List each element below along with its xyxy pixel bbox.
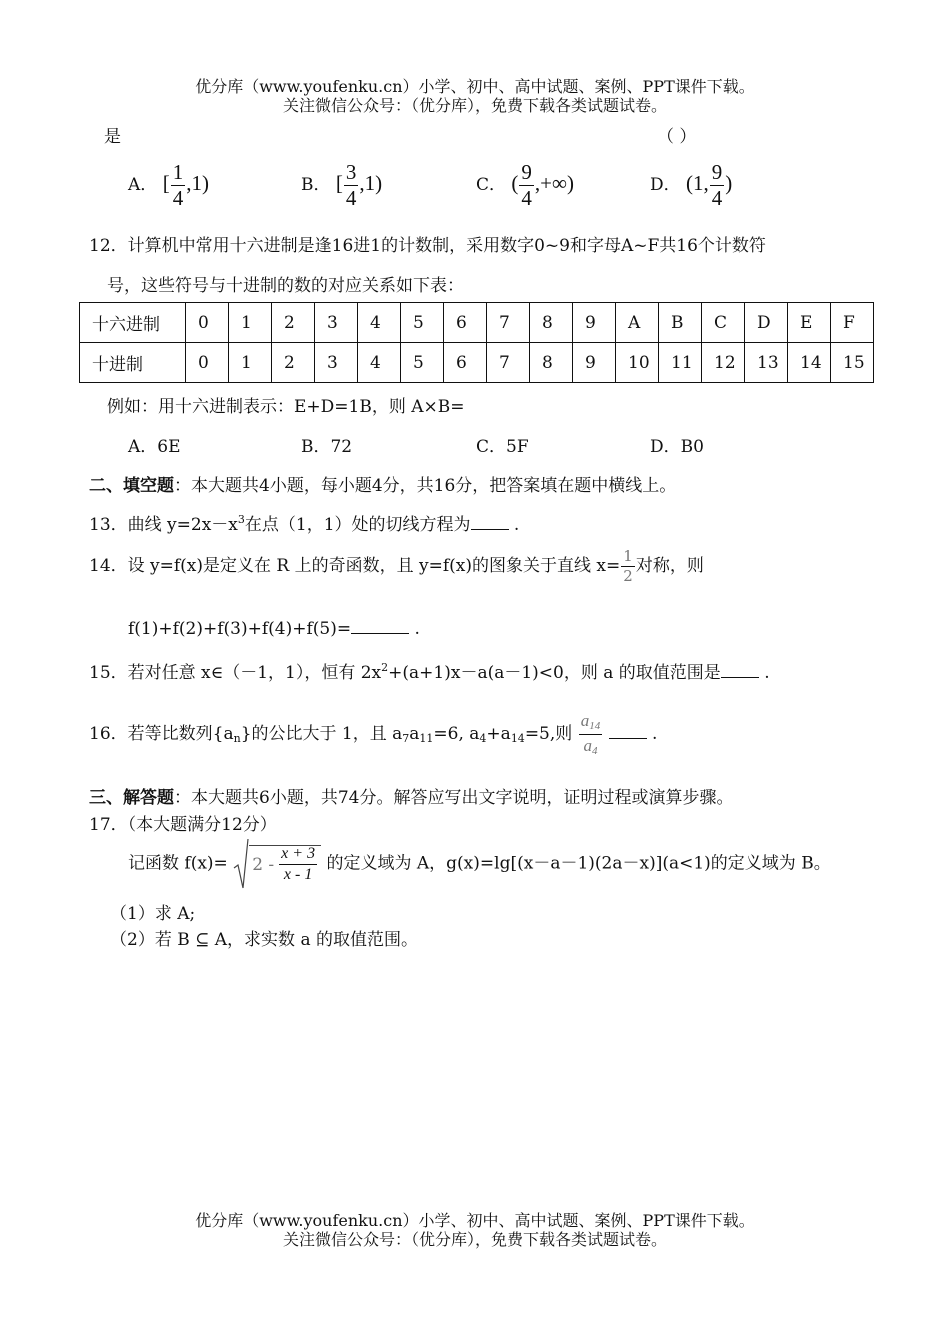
table-cell: 10 bbox=[616, 343, 659, 383]
table-cell: 3 bbox=[315, 343, 358, 383]
q15: 15．若对任意 x∈（－1，1），恒有 $2x^2+(a+1)x-a(a-1)<0$，则 a 的取值范围是 . bbox=[89, 661, 770, 683]
q12-line-2: 号，这些符号与十进制的数的对应关系如下表： bbox=[107, 276, 464, 296]
q12-option-d: D．B0 bbox=[650, 437, 704, 457]
table-cell: 8 bbox=[530, 343, 573, 383]
table-cell: 7 bbox=[487, 303, 530, 343]
header-line-1: 优分库（www.youfenku.cn）小学、初中、高中试题、案例、PPT课件下载。 bbox=[195, 77, 755, 96]
table-cell: 1 bbox=[229, 343, 272, 383]
q11-option-c: C． ( $\frac{9}{4}$ ,+∞) bbox=[476, 160, 574, 210]
fraction-a14-over-a4: $\frac{a_{14}}{a_4}$ bbox=[580, 711, 601, 757]
table-cell: 12 bbox=[702, 343, 745, 383]
q11-tail: 是 bbox=[104, 127, 121, 147]
answer-blank bbox=[351, 619, 409, 634]
table-cell: 6 bbox=[444, 303, 487, 343]
footer-line-1: 优分库（www.youfenku.cn）小学、初中、高中试题、案例、PPT课件下载。 bbox=[195, 1211, 755, 1230]
table-row bbox=[80, 303, 874, 343]
q11-option-b: B． [ $\frac{3}{4}$ ,1) bbox=[301, 160, 383, 210]
table-cell: A bbox=[616, 303, 659, 343]
table-header-cell: 十六进制 bbox=[80, 303, 186, 343]
q13: 13．曲线 $y=2x-x^3$在点（1，1）处的切线方程为 . bbox=[89, 513, 520, 535]
radical-sign-icon bbox=[233, 838, 249, 890]
answer-blank bbox=[609, 724, 647, 739]
square-root-expression: 2 - $\frac{x + 3}{x - 1}$ bbox=[233, 838, 321, 890]
table-cell: F bbox=[831, 303, 874, 343]
table-row bbox=[80, 343, 874, 383]
table-cell: 9 bbox=[573, 343, 616, 383]
table-cell: 2 bbox=[272, 303, 315, 343]
footer-line-2: 关注微信公众号：（优分库），免费下载各类试题试卷。 bbox=[282, 1230, 667, 1249]
table-cell: C bbox=[702, 303, 745, 343]
header-line-2: 关注微信公众号：（优分库），免费下载各类试题试卷。 bbox=[282, 96, 667, 115]
table-cell: 0 bbox=[186, 343, 229, 383]
table-cell: E bbox=[788, 303, 831, 343]
table-cell: D bbox=[745, 303, 788, 343]
q12-option-c: C．5F bbox=[476, 437, 529, 457]
option-label: D． bbox=[650, 175, 681, 195]
table-cell: 15 bbox=[831, 343, 874, 383]
table-cell: 11 bbox=[659, 343, 702, 383]
q11-option-d: D． (1, $\frac{9}{4}$ ) bbox=[650, 160, 733, 210]
table-cell: 13 bbox=[745, 343, 788, 383]
q12-example: 例如：用十六进制表示：E+D=1B，则 A×B= bbox=[107, 397, 465, 417]
fraction: $\frac{9}{4}$ bbox=[521, 160, 532, 210]
q17-title: 17．（本大题满分12分） bbox=[89, 815, 277, 835]
table-cell: 1 bbox=[229, 303, 272, 343]
option-label: A． bbox=[128, 175, 158, 195]
q12-line-1: 12．计算机中常用十六进制是逢16进1的计数制，采用数字0~9和字母A~F共16个计数符 bbox=[89, 236, 766, 256]
section-2-title: 二、填空题 bbox=[89, 476, 174, 496]
table-cell: 0 bbox=[186, 303, 229, 343]
table-cell: 14 bbox=[788, 343, 831, 383]
answer-blank bbox=[721, 663, 759, 678]
table-cell: 4 bbox=[358, 343, 401, 383]
q11-option-a: A． [ $\frac{1}{4}$ ,1) bbox=[128, 160, 209, 210]
q12-option-b: B．72 bbox=[301, 437, 353, 457]
fraction: $\frac{9}{4}$ bbox=[711, 160, 723, 210]
section-3-desc: ：本大题共6小题，共74分。解答应写出文字说明，证明过程或演算步骤。 bbox=[174, 788, 734, 808]
answer-blank bbox=[471, 515, 509, 530]
table-cell: 2 bbox=[272, 343, 315, 383]
table-cell: B bbox=[659, 303, 702, 343]
fraction: $\frac{x + 3}{x - 1}$ bbox=[281, 845, 316, 883]
section-3-heading bbox=[89, 783, 733, 808]
table-cell: 7 bbox=[487, 343, 530, 383]
table-cell: 6 bbox=[444, 343, 487, 383]
option-label: B． bbox=[301, 175, 331, 195]
q12-option-a: A．6E bbox=[128, 437, 181, 457]
q16: 16．若等比数列$\{a_n\}$的公比大于 1，且 $a_7a_{11}=6$, $a_4+a_{14}=5$,则 $\frac{a_{14}}{a_4}$ . bbox=[89, 711, 658, 757]
table-cell: 3 bbox=[315, 303, 358, 343]
q17-part-1: （1）求 A; bbox=[110, 904, 196, 924]
q14-line-1: 14．设 y=f(x)是定义在 R 上的奇函数，且 y=f(x)的图象关于直线 x= $\frac{1}{2}$ 对称，则 bbox=[89, 547, 704, 585]
fraction: $\frac{1}{4}$ bbox=[172, 160, 184, 210]
table-cell: 5 bbox=[401, 303, 444, 343]
table-cell: 5 bbox=[401, 343, 444, 383]
table-header-cell: 十进制 bbox=[80, 343, 186, 383]
table-cell: 9 bbox=[573, 303, 616, 343]
q17-part-2: （2）若 B ⊆ A，求实数 a 的取值范围。 bbox=[110, 930, 418, 950]
fraction-one-half: $\frac{1}{2}$ bbox=[623, 547, 633, 585]
q11-answer-paren: （ ） bbox=[657, 127, 697, 147]
table-cell: 4 bbox=[358, 303, 401, 343]
table-cell: 8 bbox=[530, 303, 573, 343]
section-2-heading bbox=[89, 471, 676, 496]
section-3-title: 三、解答题 bbox=[89, 788, 174, 808]
q17-statement: 记函数 f(x)= 2 - $\frac{x + 3}{x - 1}$ 的定义域为 A，g(x)=lg[(x－a－1)(2a－x)](a<1)的定义域为 B。 bbox=[128, 838, 831, 890]
section-2-desc: ：本大题共4小题，每小题4分，共16分，把答案填在题中横线上。 bbox=[174, 476, 677, 496]
option-label: C． bbox=[476, 175, 507, 195]
fraction: $\frac{3}{4}$ bbox=[345, 160, 357, 210]
hex-decimal-table bbox=[79, 302, 874, 383]
q14-line-2: f(1)+f(2)+f(3)+f(4)+f(5)= . bbox=[128, 619, 420, 639]
